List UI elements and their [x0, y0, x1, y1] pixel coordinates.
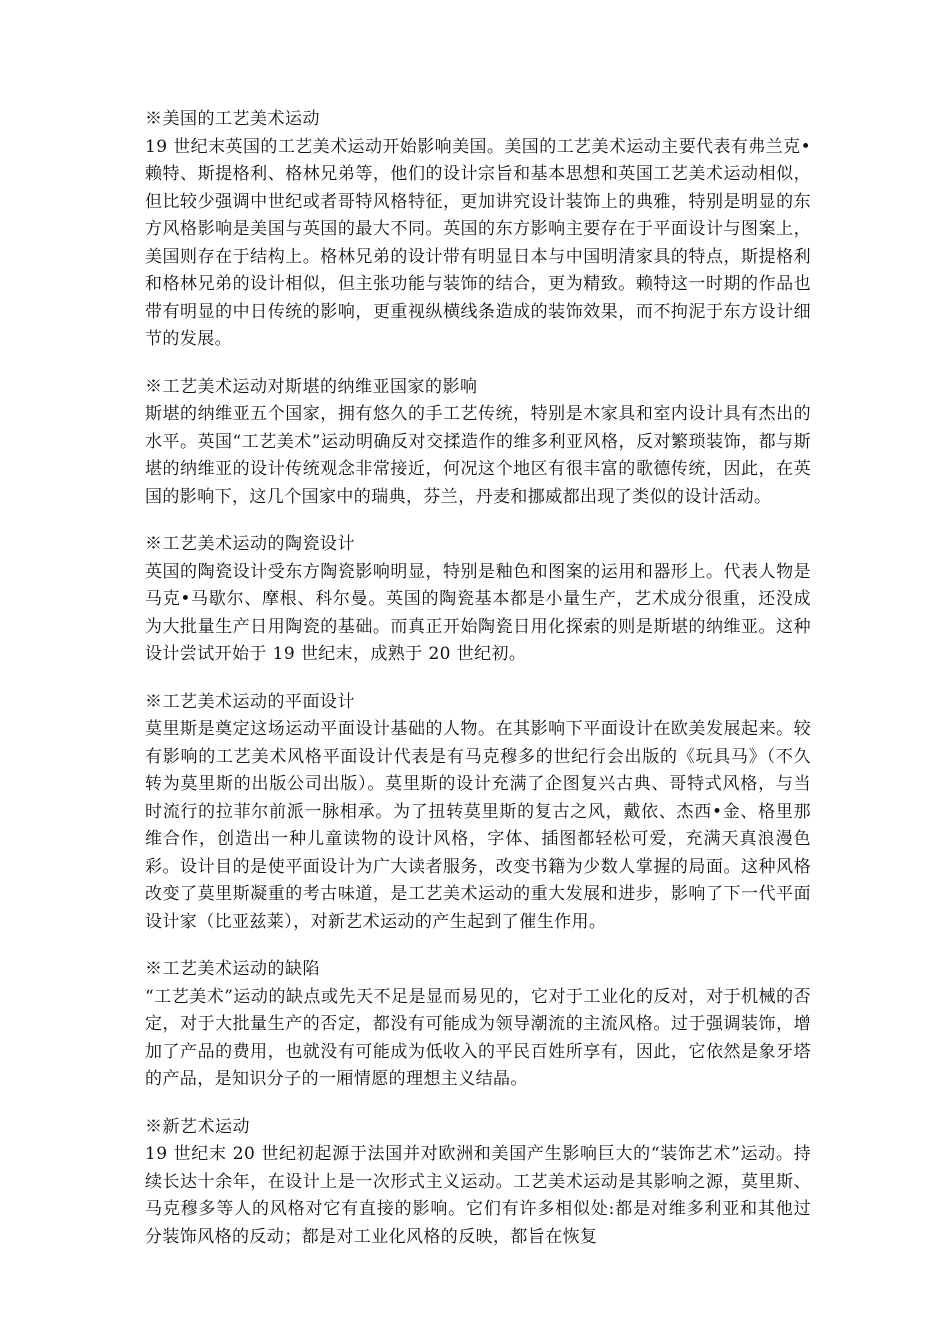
section-scandinavia-influence	[145, 374, 811, 512]
section-title: ※工艺美术运动的平面设计	[145, 691, 355, 712]
document-page	[145, 106, 811, 1271]
section-shortcomings	[145, 956, 811, 1094]
section-title: ※工艺美术运动的缺陷	[145, 959, 320, 979]
section-body: 19 世纪末 20 世纪初起源于法国并对欧洲和美国产生影响巨大的“装饰艺术”运动。持续长达十余年，在设计上是一次形式主义运动。工艺美术运动是其影响之源，莫里斯、马克穆多等人的风格对它有直接的影响。它们有许多相似处:都是对维多利亚和其他过分装饰风格的反动；都是对工业化风格的反映，都旨在恢复	[145, 1144, 811, 1247]
section-title: ※工艺美术运动的陶瓷设计	[145, 534, 355, 554]
section-body: 斯堪的纳维亚五个国家，拥有悠久的手工艺传统，特别是木家具和室内设计具有杰出的水平。英国“工艺美术”运动明确反对交揉造作的维多利亚风格，反对繁琐装饰，都与斯堪的纳维亚的设计传统观念非常接近，何况这个地区有很丰富的歌德传统，因此，在英国的影响下，这几个国家中的瑞典，芬兰，丹麦和挪威都出现了类似的设计活动。	[145, 404, 811, 507]
section-american-arts-crafts	[145, 106, 811, 354]
section-title: ※美国的工艺美术运动	[145, 109, 320, 129]
section-ceramic-design	[145, 531, 811, 669]
section-body: 英国的陶瓷设计受东方陶瓷影响明显，特别是釉色和图案的运用和器形上。代表人物是马克•马歇尔、摩根、科尔曼。英国的陶瓷基本都是小量生产，艺术成分很重，还没成为大批量生产日用陶瓷的基础。而真正开始陶瓷日用化探索的则是斯堪的纳维亚。这种设计尝试开始于 19 世纪末，成熟于 20 世纪初。	[145, 561, 811, 664]
section-title: ※工艺美术运动对斯堪的纳维亚国家的影响	[145, 376, 478, 397]
section-body: “工艺美术”运动的缺点或先天不足是显而易见的，它对于工业化的反对，对于机械的否定，对于大批量生产的否定，都没有可能成为领导潮流的主流风格。过于强调装饰，增加了产品的费用，也就没有可能成为低收入的平民百姓所享有，因此，它依然是象牙塔的产品，是知识分子的一厢情愿的理想主义结晶。	[145, 986, 811, 1089]
section-title: ※新艺术运动	[145, 1116, 250, 1137]
section-graphic-design	[145, 689, 811, 937]
section-body: 19 世纪末英国的工艺美术运动开始影响美国。美国的工艺美术运动主要代表有弗兰克•赖特、斯提格利、格林兄弟等，他们的设计宗旨和基本思想和英国工艺美术运动相似，但比较少强调中世纪或者哥特风格特征，更加讲究设计装饰上的典雅，特别是明显的东方风格影响是美国与英国的最大不同。英国的东方影响主要存在于平面设计与图案上，美国则存在于结构上。格林兄弟的设计带有明显日本与中国明清家具的特点，斯提格利和格林兄弟的设计相似，但主张功能与装饰的结合，更为精致。赖特这一时期的作品也带有明显的中日传统的影响，更重视纵横线条造成的装饰效果，而不拘泥于东方设计细节的发展。	[145, 136, 811, 349]
section-art-nouveau	[145, 1114, 811, 1252]
section-body: 莫里斯是奠定这场运动平面设计基础的人物。在其影响下平面设计在欧美发展起来。较有影响的工艺美术风格平面设计代表是有马克穆多的世纪行会出版的《玩具马》（不久转为莫里斯的出版公司出版）。莫里斯的设计充满了企图复兴古典、哥特式风格，与当时流行的拉菲尔前派一脉相承。为了扭转莫里斯的复古之风，戴依、杰西•金、格里那维合作，创造出一种儿童读物的设计风格，字体、插图都轻松可爱，充满天真浪漫色彩。设计目的是使平面设计为广大读者服务，改变书籍为少数人掌握的局面。这种风格改变了莫里斯凝重的考古味道，是工艺美术运动的重大发展和进步，影响了下一代平面设计家（比亚兹莱），对新艺术运动的产生起到了催生作用。	[145, 719, 811, 932]
